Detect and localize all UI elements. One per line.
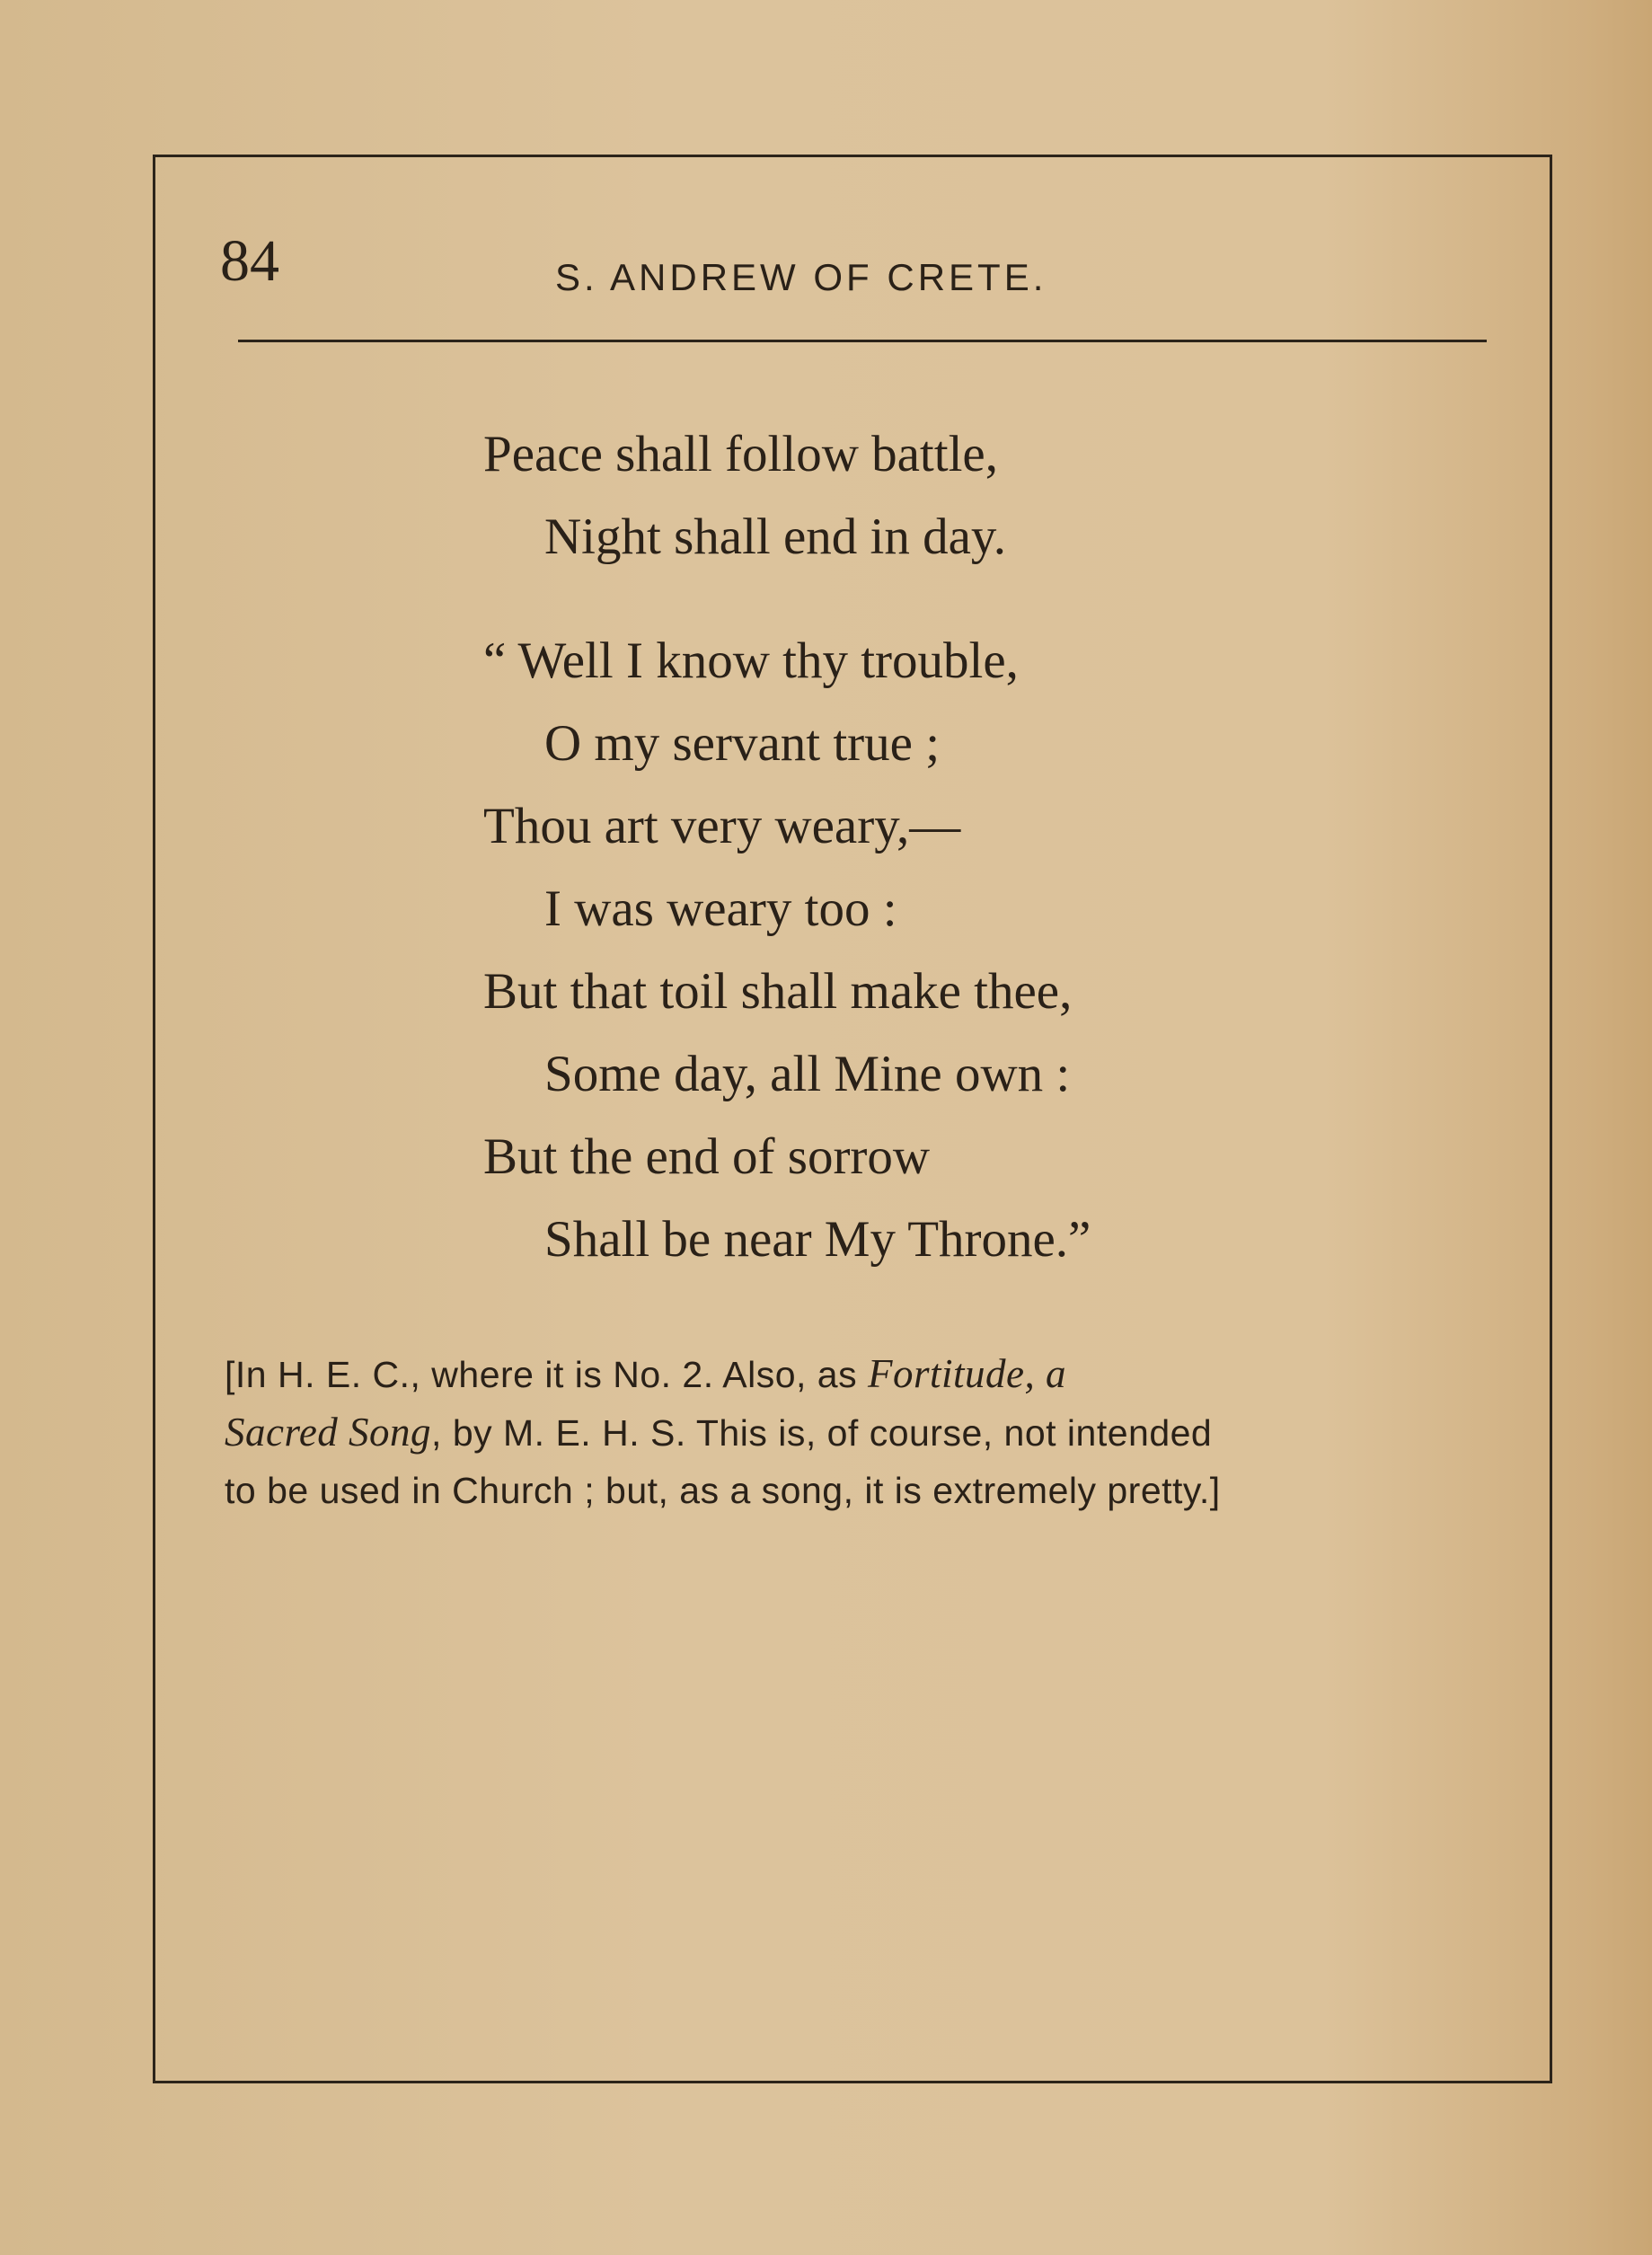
note-row	[225, 1345, 1482, 1403]
poem-line: Some day, all Mine own :	[544, 1046, 1071, 1102]
poem-line: “ Well I know thy trouble,	[483, 632, 1019, 689]
note-italic-title: Sacred Song	[225, 1410, 432, 1455]
poem-line: But that toil shall make thee,	[483, 963, 1073, 1020]
poem-stanza-1	[483, 413, 1382, 579]
header-rule	[238, 340, 1487, 342]
poem-stanza-2	[483, 620, 1382, 1281]
note-text: , by M. E. H. S. This is, of course, not intended	[431, 1412, 1213, 1454]
poem-line: I was weary too :	[544, 880, 897, 937]
page-number: 84	[220, 228, 279, 294]
editorial-note	[225, 1345, 1482, 1519]
note-row: to be used in Church ; but, as a song, it is extremely pretty.]	[225, 1470, 1221, 1511]
poem-line: Shall be near My Throne.”	[544, 1211, 1091, 1268]
poem-line: Peace shall follow battle,	[483, 426, 998, 482]
running-head-title: S. ANDREW OF CRETE.	[555, 256, 1047, 298]
poem-line: O my servant true ;	[544, 715, 941, 772]
note-italic-title: Fortitude, a	[867, 1351, 1066, 1396]
note-text: [In H. E. C., where it is No. 2. Also, as	[225, 1354, 868, 1395]
poem-line: Night shall end in day.	[544, 508, 1006, 565]
note-row	[225, 1403, 1482, 1462]
poem-line: But the end of sorrow	[483, 1128, 931, 1185]
poem-line: Thou art very weary,—	[483, 798, 961, 854]
